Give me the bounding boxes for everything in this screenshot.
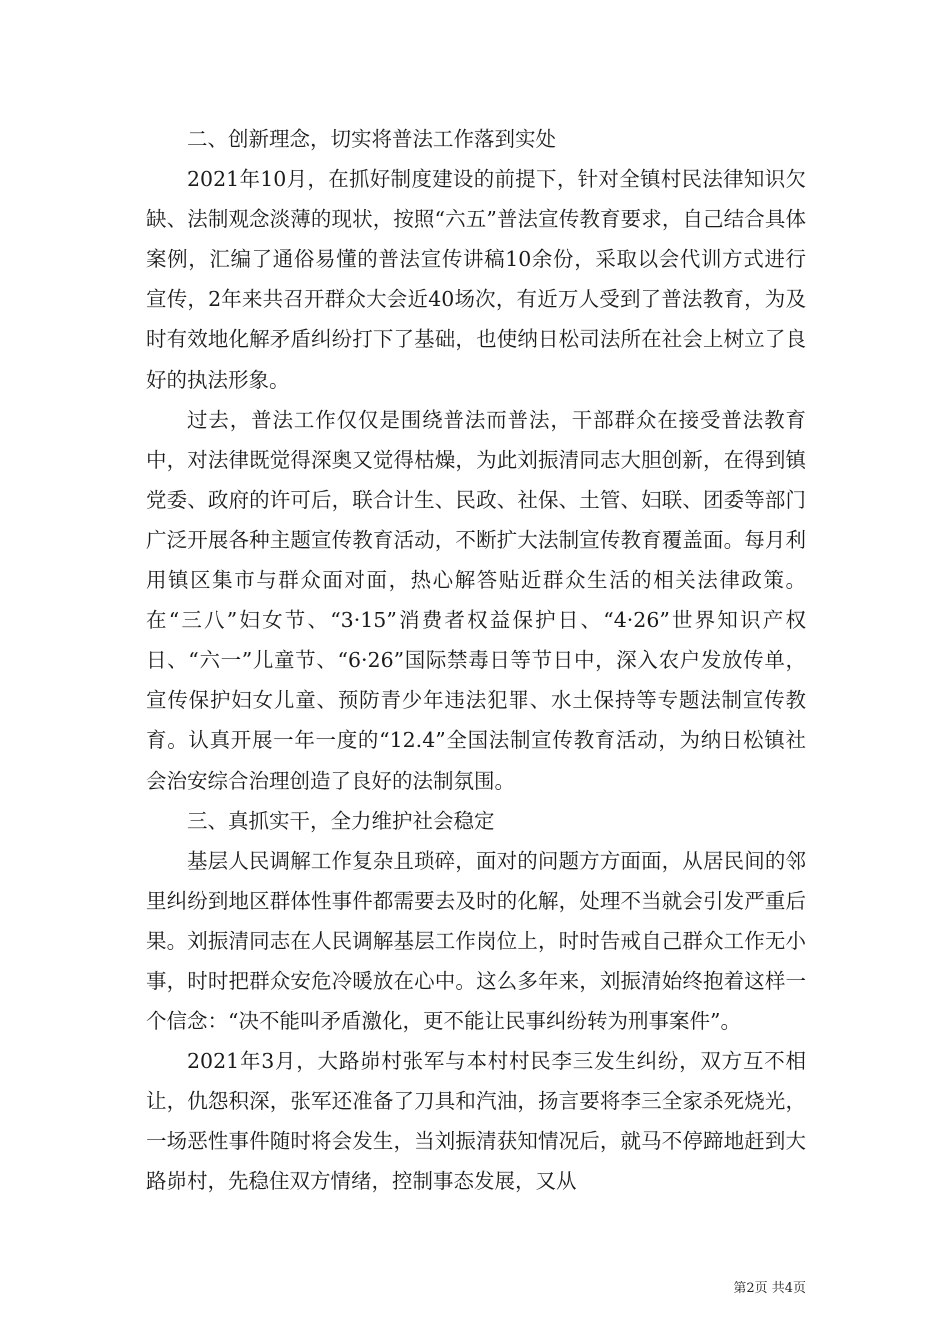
body-paragraph: 2021年10月，在抓好制度建设的前提下，针对全镇村民法律知识欠缺、法制观念淡薄的现状，按照“六五”普法宣传教育要求，自己结合具体案例，汇编了通俗易懂的普法宣传讲稿10余份，采取以会代训方式进行宣传，2年来共召开群众大会近40场次，有近万人受到了普法教育，为及时有效地化解矛盾纠纷打下了基础，也使纳日松司法所在社会上树立了良好的执法形象。: [146, 167, 806, 392]
body-paragraph: 基层人民调解工作复杂且琐碎，面对的问题方方面面，从居民间的邻里纠纷到地区群体性事件都需要去及时的化解，处理不当就会引发严重后果。刘振清同志在人民调解基层工作岗位上，时时告戒自己群众工作无小事，时时把群众安危冷暖放在心中。这么多年来，刘振清始终抱着这样一个信念：“决不能叫矛盾激化，更不能让民事纠纷转为刑事案件”。: [146, 848, 806, 1034]
section-heading: 三、真抓实干，全力维护社会稳定: [187, 808, 495, 833]
document-body: [146, 119, 806, 1202]
body-paragraph: 过去，普法工作仅仅是围绕普法而普法，干部群众在接受普法教育中，对法律既觉得深奥又觉得枯燥，为此刘振清同志大胆创新，在得到镇党委、政府的许可后，联合计生、民政、社保、土管、妇联、团委等部门广泛开展各种主题宣传教育活动，不断扩大法制宣传教育覆盖面。每月利用镇区集市与群众面对面，热心解答贴近群众生活的相关法律政策。在“三八”妇女节、“3·15”消费者权益保护日、“4·26”世界知识产权日、“六一”儿童节、“6·26”国际禁毒日等节日中，深入农户发放传单，宣传保护妇女儿童、预防青少年违法犯罪、水土保持等专题法制宣传教育。认真开展一年一度的“12.4”全国法制宣传教育活动，为纳日松镇社会治安综合治理创造了良好的法制氛围。: [146, 407, 806, 793]
body-paragraph: 2021年3月，大路峁村张军与本村村民李三发生纠纷，双方互不相让，仇怨积深，张军还准备了刀具和汽油，扬言要将李三全家杀死烧光，一场恶性事件随时将会发生，当刘振清获知情况后，就马不停蹄地赶到大路峁村，先稳住双方情绪，控制事态发展，又从: [146, 1049, 806, 1194]
page-number: 第2页 共4页: [733, 1281, 806, 1296]
section-heading: 二、创新理念，切实将普法工作落到实处: [187, 127, 556, 151]
